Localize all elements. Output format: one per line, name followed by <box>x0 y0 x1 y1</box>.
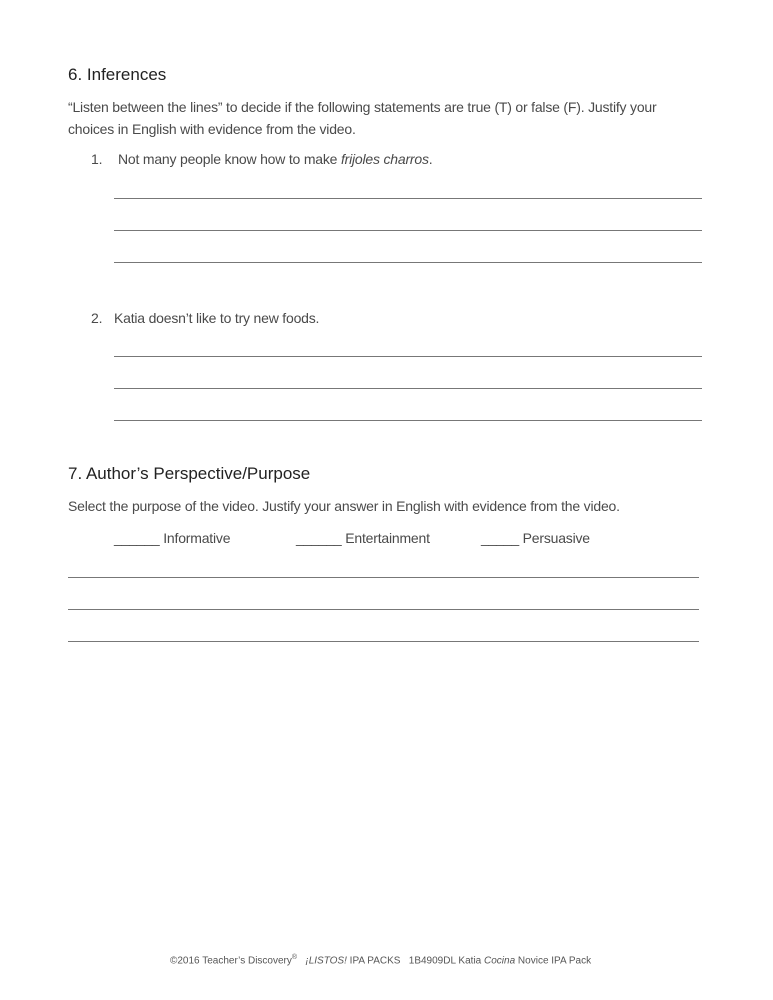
answer-line[interactable] <box>68 577 699 578</box>
answer-line[interactable] <box>114 388 702 389</box>
option-blank[interactable]: ______ <box>296 530 342 546</box>
footer-copyright: ©2016 Teacher’s Discovery <box>170 955 292 967</box>
answer-line[interactable] <box>114 230 702 231</box>
answer-line[interactable] <box>114 262 702 263</box>
section-6-heading: 6. Inferences <box>68 65 167 84</box>
footer-title-italic: Cocina <box>484 955 516 967</box>
question-text-italic: frijoles charros <box>340 151 429 167</box>
question-text: Katia doesn’t like to try new foods. <box>113 310 320 326</box>
footer-title-suffix: Novice IPA Pack <box>515 955 592 967</box>
section-7-heading: 7. Author’s Perspective/Purpose <box>68 464 311 483</box>
question-text-suffix: . <box>428 151 433 167</box>
option-label: Persuasive <box>522 530 590 546</box>
option-blank[interactable]: ______ <box>114 530 160 546</box>
section-7-instructions: Select the purpose of the video. Justify your answer in English with evidence from the video. <box>68 498 620 514</box>
footer-series: IPA PACKS 1B4909DL Katia <box>346 955 485 967</box>
footer <box>170 954 591 966</box>
answer-line[interactable] <box>68 609 699 610</box>
question-text: Not many people know how to make <box>117 151 341 167</box>
question-1 <box>91 151 432 167</box>
footer-series-italic: ¡LISTOS! <box>305 955 347 967</box>
answer-line[interactable] <box>114 356 702 357</box>
answer-line[interactable] <box>114 420 702 421</box>
question-2 <box>91 310 319 326</box>
question-number: 1. <box>91 151 103 167</box>
option-blank[interactable]: _____ <box>481 530 519 546</box>
option-entertainment[interactable] <box>296 530 430 546</box>
answer-line[interactable] <box>68 641 699 642</box>
option-label: Entertainment <box>345 530 430 546</box>
option-label: Informative <box>163 530 231 546</box>
section-6-instructions-line-1: “Listen between the lines” to decide if the following statements are true (T) or false (F). Justify your <box>68 99 657 115</box>
footer-registered-mark: ® <box>291 954 298 961</box>
question-number: 2. <box>91 310 103 326</box>
section-6-instructions-line-2: choices in English with evidence from the video. <box>68 121 356 137</box>
option-informative[interactable] <box>114 530 230 546</box>
option-persuasive[interactable] <box>481 530 590 546</box>
answer-line[interactable] <box>114 198 702 199</box>
